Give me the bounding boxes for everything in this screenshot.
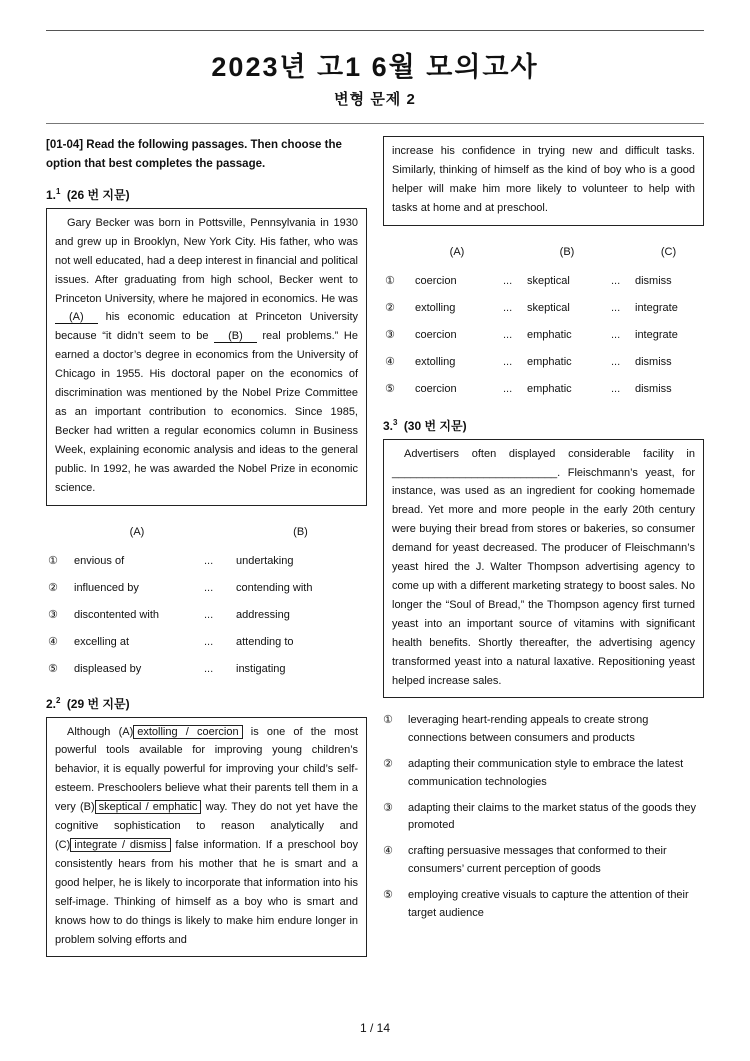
question-1-options-header [48, 526, 365, 538]
exam-title: 2023년 고1 6월 모의고사 [211, 52, 539, 82]
passage-segment: increase his confidence in trying new and difficult tasks. Similarly, thinking of himself as the kind of boy who is a good helper will make him more likely to volunteer to help with tasks at home and at preschool. [392, 145, 695, 214]
ellipsis: ... [204, 554, 214, 567]
top-rule [46, 30, 704, 31]
right-column [383, 136, 704, 957]
option-b-text: emphatic [527, 382, 572, 395]
q2-option-1[interactable] [385, 274, 702, 287]
option-a-text: displeased by [74, 662, 142, 675]
question-1-footnote-marker: 1 [56, 186, 61, 196]
q3-option-2[interactable] [383, 756, 704, 792]
question-2-source-tag: (29 번 지문) [66, 696, 130, 711]
question-1-passage [55, 214, 358, 498]
option-number: ② [383, 758, 393, 771]
option-number: ② [385, 301, 395, 314]
ellipsis: ... [204, 581, 214, 594]
question-3-number: 3. [383, 418, 394, 433]
option-c-text: integrate [635, 301, 678, 314]
question-1-source-tag: (26 번 지문) [66, 187, 130, 202]
option-text: adapting their claims to the market status of the goods they promoted [408, 801, 696, 832]
q3-option-4[interactable] [383, 843, 704, 879]
option-b-text: skeptical [527, 301, 570, 314]
exam-subtitle: 변형 문제 2 [334, 91, 416, 108]
option-b-text: skeptical [527, 274, 570, 287]
column-a-header: (A) [449, 245, 465, 258]
option-number: ② [48, 581, 58, 594]
option-number: ① [48, 554, 58, 567]
q2-option-3[interactable] [385, 328, 702, 341]
option-number: ① [383, 714, 393, 727]
question-1-heading [46, 186, 367, 203]
option-c-text: integrate [635, 328, 678, 341]
q1-option-4[interactable] [48, 635, 365, 648]
option-c-text: dismiss [635, 355, 672, 368]
passage-segment: Advertisers often displayed considerable facility in [404, 447, 695, 460]
question-3-source-tag: (30 번 지문) [403, 418, 467, 433]
question-3-heading [383, 417, 704, 434]
q2-option-4[interactable] [385, 355, 702, 368]
question-2-passage [55, 723, 358, 950]
option-a-text: excelling at [74, 635, 130, 648]
option-b-text: undertaking [236, 554, 294, 567]
option-a-text: envious of [74, 554, 125, 567]
q1-option-5[interactable] [48, 662, 365, 675]
q2-option-2[interactable] [385, 301, 702, 314]
passage-segment: false information. If a preschool boy consistently hears from his mother that he is smart and a good helper, he is likely to incorporate that information into his self-image. Thinking of himself as a boy who is smart and knows how to do things is likely to make him endure longer in problem solving efforts and [55, 838, 358, 946]
option-number: ⑤ [48, 662, 58, 675]
option-text: employing creative visuals to capture the attention of their target audience [408, 888, 689, 919]
ellipsis: ... [611, 301, 621, 314]
option-a-text: coercion [415, 328, 457, 341]
question-2-number: 2. [46, 696, 57, 711]
option-a-text: influenced by [74, 581, 139, 594]
question-3-passage-box [383, 439, 704, 699]
question-1-number: 1. [46, 187, 57, 202]
option-a-text: coercion [415, 274, 457, 287]
column-a-header: (A) [129, 525, 145, 538]
ellipsis: ... [503, 301, 513, 314]
choice-c-box: integrate / dismiss [70, 838, 170, 852]
q3-option-3[interactable] [383, 800, 704, 836]
exam-header [46, 30, 704, 124]
ellipsis: ... [611, 382, 621, 395]
ellipsis: ... [503, 274, 513, 287]
fill-in-blank-line: ___________________________. [392, 466, 561, 479]
option-b-text: emphatic [527, 355, 572, 368]
option-number: ④ [48, 635, 58, 648]
question-3-passage [392, 445, 695, 691]
option-b-text: contending with [236, 581, 313, 594]
passage-segment: Fleischmann’s yeast, for instance, was used as an ingredient for cooking homemade bread. Yet more and more people in the early 20th century were buying their bread from stores or bakeries, so consumer demand for yeast decreased. The producer of Fleischmann’s yeast hired the J. Walter Thompson advertising agency to come up with a different marketing strategy to boost sales. No longer the “Soul of Bread,” the Thompson agency first turned yeast into an important source of vitamins with significant health benefits. Shortly thereafter, the advertising agency transformed yeast into a natural laxative. Repositioning yeast helped increase sales. [392, 466, 695, 687]
option-number: ③ [383, 801, 393, 814]
ellipsis: ... [503, 382, 513, 395]
option-c-text: dismiss [635, 382, 672, 395]
question-2-heading [46, 695, 367, 712]
ellipsis: ... [503, 355, 513, 368]
question-2-passage-continuation-box [383, 136, 704, 226]
passage-segment: is one of the most powerful tools available for improving young children’s behavior, it is equally powerful for improving your child’s self-esteem. Preschoolers believe what their parents tell them in a very (B) [55, 725, 358, 814]
passage-segment: his economic education at Princeton University because “it didn’t seem to be [55, 311, 359, 343]
passage-segment: real problems.” He earned a doctor’s degree in economics from the University of Chicago in 1955. His doctoral paper on the economics of discrimination was mentioned by the Nobel Prize Committee as an important contribution to economics. Since 1985, Becker had written a regular economics column in Business Week, explaining economic analysis and ideas to the general public. In 1992, he was awarded the Nobel Prize in economic science. [55, 330, 358, 494]
ellipsis: ... [611, 355, 621, 368]
choice-b-box: skeptical / emphatic [95, 800, 202, 814]
page-number: 1 / 14 [359, 1021, 391, 1035]
left-column [46, 136, 367, 957]
option-number: ④ [383, 845, 393, 858]
q1-option-3[interactable] [48, 608, 365, 621]
option-a-text: coercion [415, 382, 457, 395]
column-b-header: (B) [559, 245, 575, 258]
option-number: ④ [385, 355, 395, 368]
q2-option-5[interactable] [385, 382, 702, 395]
option-number: ③ [385, 328, 395, 341]
question-3-options-list [383, 712, 704, 922]
option-a-text: extolling [415, 301, 456, 314]
ellipsis: ... [204, 608, 214, 621]
section-instructions: [01-04] Read the following passages. Then choose the option that best completes the passage. [46, 139, 342, 170]
question-1-passage-box [46, 208, 367, 506]
column-b-header: (B) [293, 525, 308, 538]
ellipsis: ... [503, 328, 513, 341]
option-number: ① [385, 274, 395, 287]
option-a-text: discontented with [74, 608, 159, 621]
question-2-options-header [385, 246, 702, 258]
question-2-passage-box [46, 717, 367, 958]
option-b-text: instigating [236, 662, 286, 675]
option-text: adapting their communication style to embrace the latest communication technologies [408, 758, 684, 788]
q1-option-1[interactable] [48, 554, 365, 567]
q3-option-5[interactable] [383, 887, 704, 923]
q3-option-1[interactable] [383, 712, 704, 748]
question-3-footnote-marker: 3 [393, 417, 398, 427]
ellipsis: ... [611, 274, 621, 287]
question-2-footnote-marker: 2 [56, 695, 61, 705]
ellipsis: ... [611, 328, 621, 341]
header-divider-rule [46, 123, 704, 124]
blank-a: (A) [55, 311, 98, 324]
option-b-text: attending to [236, 635, 294, 648]
ellipsis: ... [204, 662, 214, 675]
two-column-layout [46, 136, 704, 957]
q1-option-2[interactable] [48, 581, 365, 594]
choice-a-box: extolling / coercion [133, 725, 242, 739]
option-b-text: emphatic [527, 328, 572, 341]
option-text: crafting persuasive messages that conformed to their consumers’ current perception of goods [408, 845, 667, 876]
option-a-text: extolling [415, 355, 456, 368]
passage-segment: Gary Becker was born in Pottsville, Pennsylvania in 1930 and grew up in Brooklyn, New York City. His father, who was not well educated, had a deep interest in financial and political issues. After graduating from high school, Becker went to Princeton University, where he majored in economics. He was [55, 216, 358, 305]
question-1-options-table [48, 526, 365, 675]
option-b-text: addressing [236, 608, 290, 621]
option-c-text: dismiss [635, 274, 672, 287]
option-number: ⑤ [383, 888, 393, 901]
option-text: leveraging heart-rending appeals to create strong connections between consumers and products [408, 714, 649, 745]
question-2-passage-continuation [392, 142, 695, 218]
question-2-options-table [385, 246, 702, 395]
blank-b: (B) [214, 330, 257, 343]
passage-segment: way. They do not yet have the cognitive sophistication to reason analytically and (C) [55, 801, 358, 851]
option-number: ⑤ [385, 382, 395, 395]
column-c-header: (C) [660, 245, 677, 258]
passage-segment: Although (A) [67, 725, 134, 738]
option-number: ③ [48, 608, 58, 621]
ellipsis: ... [204, 635, 214, 648]
